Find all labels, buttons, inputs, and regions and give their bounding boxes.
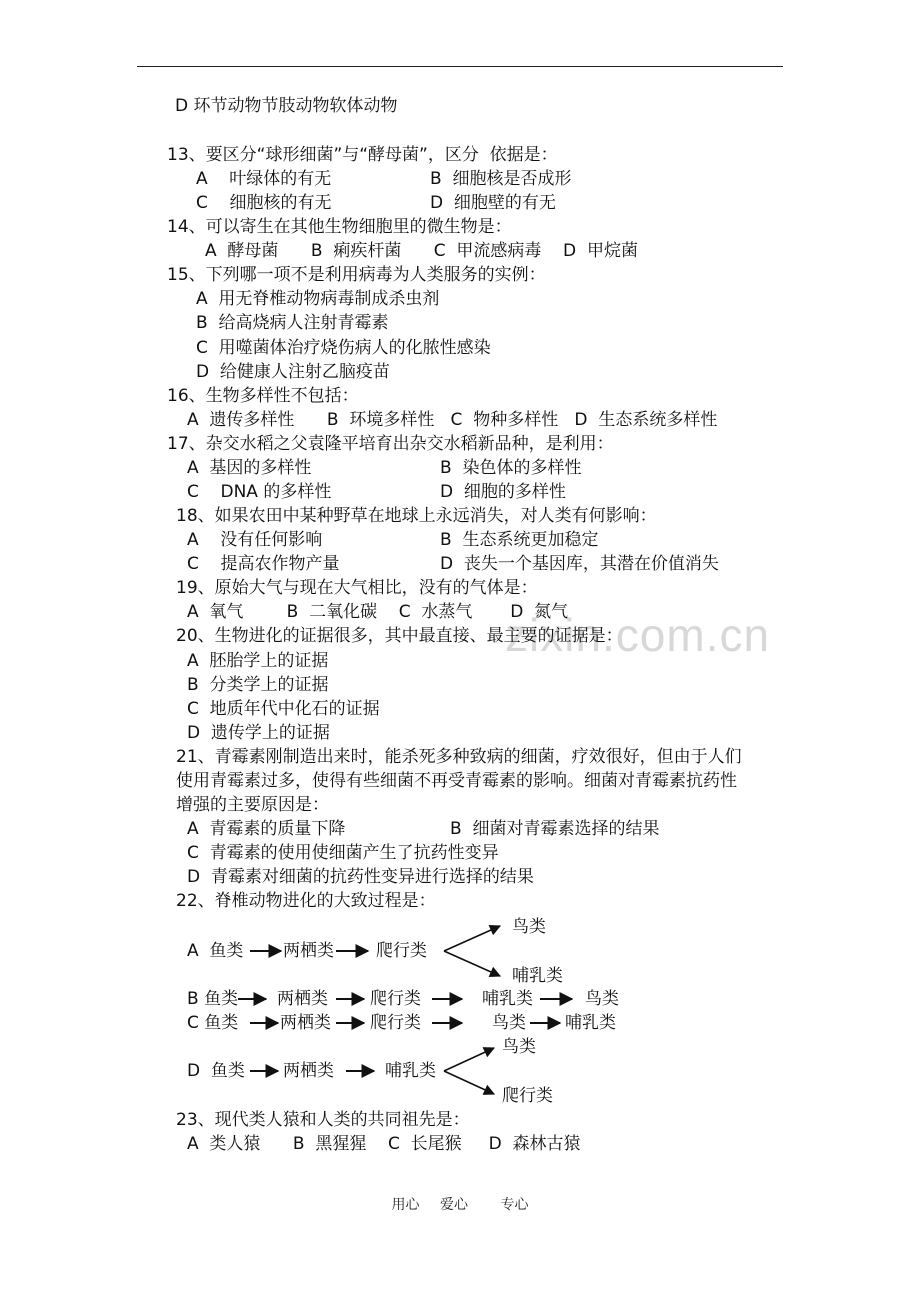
q22b-node-4: 哺乳类 [482,989,533,1009]
q19-stem: 19、原始大气与现在大气相比，没有的气体是： [176,578,538,598]
q21-option-c: C 青霉素的使用使细菌产生了抗药性变异 [187,843,499,863]
q16-options: A 遗传多样性 B 环境多样性 C 物种多样性 D 生态系统多样性 [187,410,718,430]
q21-stem-line-3: 增强的主要原因是： [176,795,329,815]
q13-stem: 13、要区分“球形细菌”与“酵母菌”，区分 依据是： [167,145,558,165]
q22c-label: C 鱼类 [187,1013,239,1033]
q22b-label: B 鱼类 [187,989,239,1009]
q22a-arrow-down [444,951,500,976]
footer-word-1: 用心 [391,1197,420,1213]
page-footer [0,1194,920,1214]
q21-stem-line-2: 使用青霉素过多，使得有些细菌不再受青霉素的影响。细菌对青霉素抗药性 [176,771,737,791]
q15-stem: 15、下列哪一项不是利用病毒为人类服务的实例： [167,265,546,285]
q17-option-c: C DNA 的多样性 [187,482,332,502]
q22d-arrow-up [444,1048,494,1071]
q22a-label: A 鱼类 [187,941,244,961]
q22a-arrow-up [444,926,500,951]
q20-option-b: B 分类学上的证据 [187,675,329,695]
q22a-branch-down: 哺乳类 [512,966,563,986]
q17-option-b: B 染色体的多样性 [440,458,582,478]
q12-option-d: D 环节动物节肢动物软体动物 [175,96,398,116]
q22a-node-2: 两栖类 [283,941,334,961]
q19-options: A 氧气 B 二氧化碳 C 水蒸气 D 氮气 [187,602,569,622]
q22d-label: D 鱼类 [187,1061,245,1081]
q20-option-c: C 地质年代中化石的证据 [187,699,380,719]
q22d-node-2: 两栖类 [283,1061,334,1081]
q22c-node-2: 两栖类 [280,1013,331,1033]
q18-stem: 18、如果农田中某种野草在地球上永远消失，对人类有何影响： [176,506,657,526]
q15-option-b: B 给高烧病人注射青霉素 [196,313,389,333]
q13-option-b: B 细胞核是否成形 [430,169,572,189]
q21-stem-line-1: 21、青霉素刚制造出来时，能杀死多种致病的细菌，疗效很好，但由于人们 [176,747,742,767]
footer-word-2: 爱心 [440,1197,468,1213]
q22a-branch-up: 鸟类 [512,917,546,937]
q15-option-d: D 给健康人注射乙脑疫苗 [196,362,390,382]
q20-option-d: D 遗传学上的证据 [187,723,330,743]
watermark: zixin.com.cn [505,609,771,661]
q15-option-a: A 用无脊椎动物病毒制成杀虫剂 [196,289,440,309]
q20-stem: 20、生物进化的证据很多，其中最直接、最主要的证据是： [176,626,623,646]
q22c-node-4: 鸟类 [492,1013,526,1033]
q21-option-b: B 细菌对青霉素选择的结果 [450,819,660,839]
q22d-branch-down: 爬行类 [502,1086,553,1106]
q18-option-d: D 丧失一个基因库，其潜在价值消失 [440,554,719,574]
q23-stem: 23、现代类人猿和人类的共同祖先是： [176,1110,470,1130]
q17-stem: 17、杂交水稻之父袁隆平培育出杂交水稻新品种，是利用： [167,434,614,454]
q22d-arrow-down [444,1071,494,1094]
q22d-node-3: 哺乳类 [385,1061,436,1081]
q13-option-c: C 细胞核的有无 [196,193,332,213]
q22b-node-5: 鸟类 [585,989,619,1009]
q18-option-b: B 生态系统更加稳定 [440,530,599,550]
q13-option-a: A 叶绿体的有无 [196,169,332,189]
q13-option-d: D 细胞壁的有无 [430,193,556,213]
q16-stem: 16、生物多样性不包括： [167,386,359,406]
q21-option-a: A 青霉素的质量下降 [187,819,346,839]
q14-options: A 酵母菌 B 痢疾杆菌 C 甲流感病毒 D 甲烷菌 [205,241,638,261]
q22c-node-3: 爬行类 [370,1013,421,1033]
q22a-node-3: 爬行类 [376,941,427,961]
q22b-node-2: 两栖类 [277,989,328,1009]
q15-option-c: C 用噬菌体治疗烧伤病人的化脓性感染 [196,338,491,358]
q21-option-d: D 青霉素对细菌的抗药性变异进行选择的结果 [187,867,534,887]
q17-option-a: A 基因的多样性 [187,458,312,478]
footer-word-3: 专心 [500,1197,529,1213]
q22b-node-3: 爬行类 [370,989,421,1009]
q22d-branch-up: 鸟类 [502,1037,536,1057]
q17-option-d: D 细胞的多样性 [440,482,566,502]
q18-option-c: C 提高农作物产量 [187,554,340,574]
q22c-node-5: 哺乳类 [565,1013,616,1033]
q20-option-a: A 胚胎学上的证据 [187,651,329,671]
q14-stem: 14、可以寄生在其他生物细胞里的微生物是： [167,217,512,237]
q23-options: A 类人猿 B 黑猩猩 C 长尾猴 D 森林古猿 [187,1134,581,1154]
q18-option-a: A 没有任何影响 [187,530,323,550]
q22-stem: 22、脊椎动物进化的大致过程是： [176,891,436,911]
